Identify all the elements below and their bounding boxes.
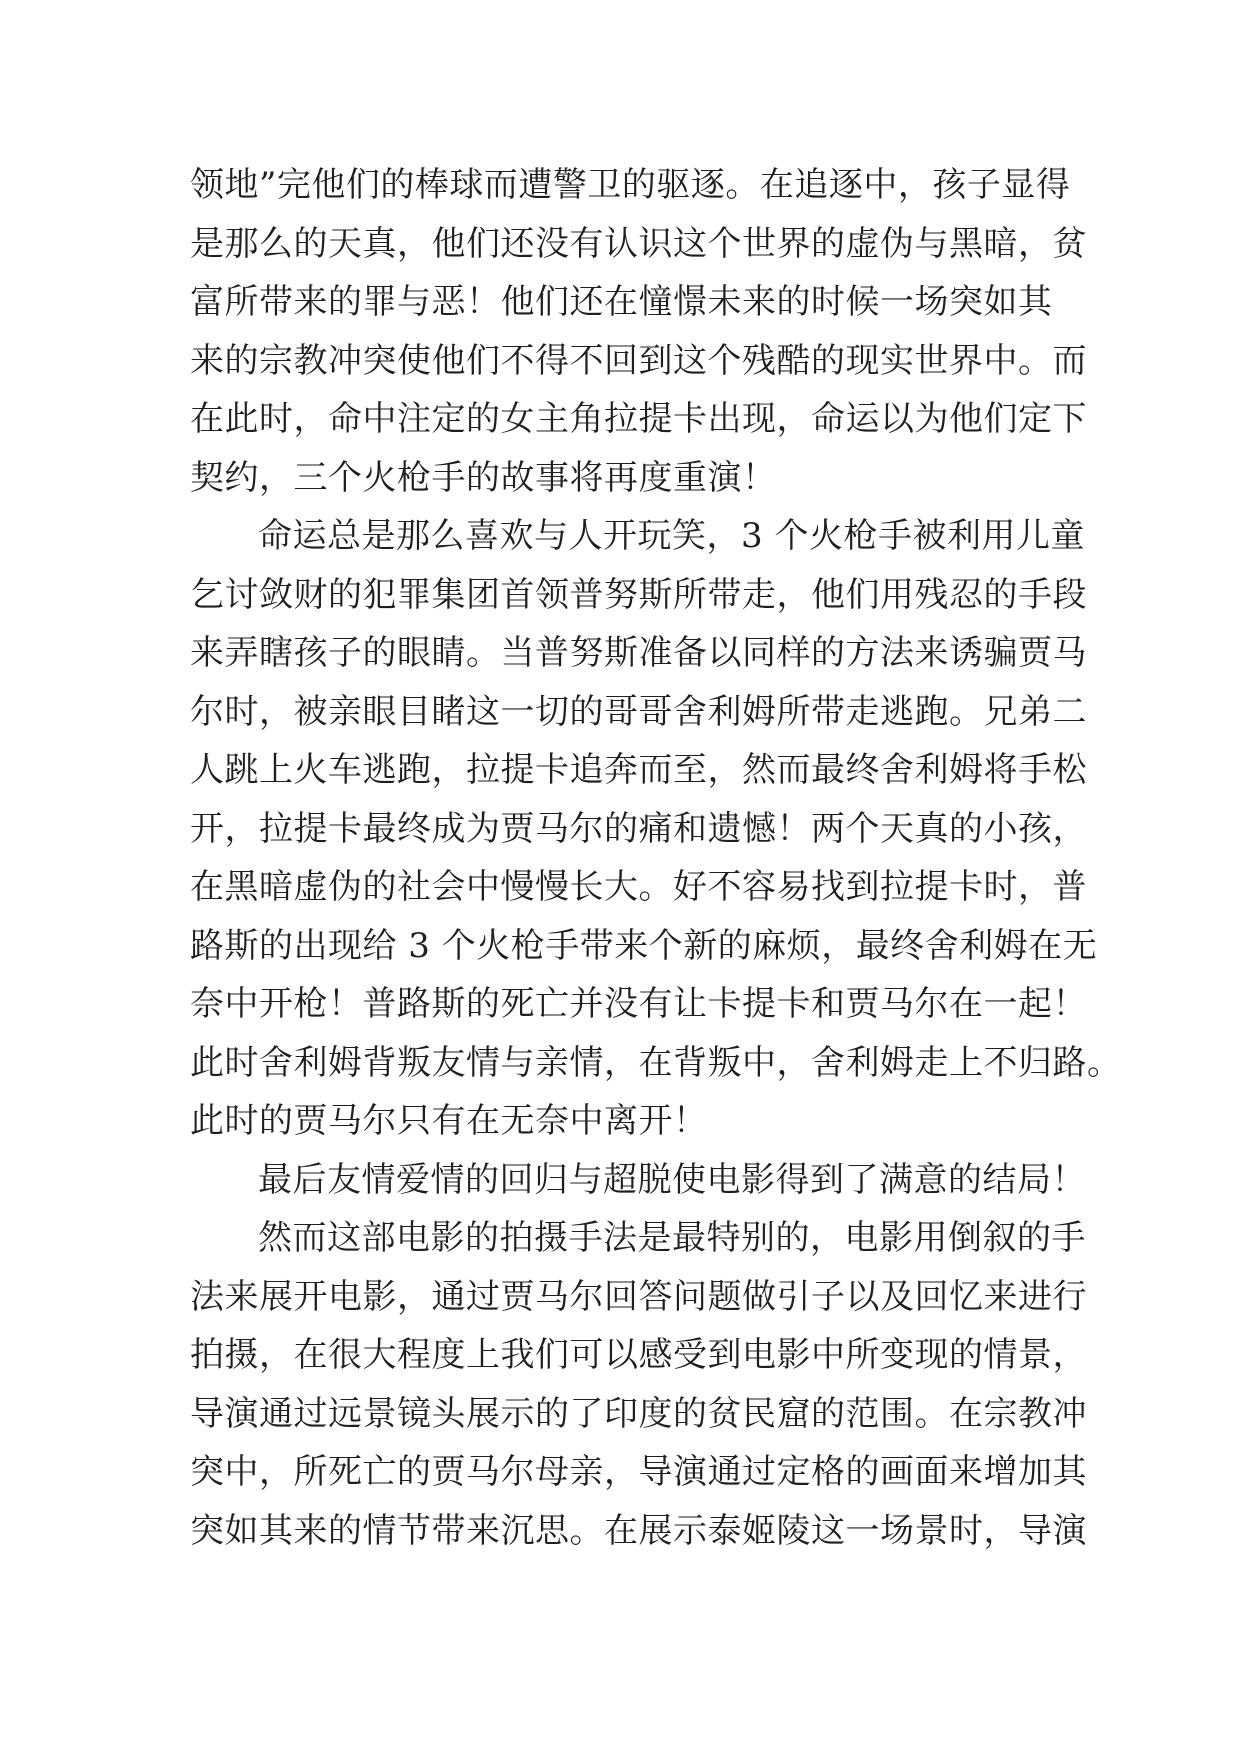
- text-line: 突如其来的情节带来沉思。在展示泰姬陵这一场景时，导演: [190, 1510, 1087, 1551]
- text-line: 法来展开电影，通过贾马尔回答问题做引子以及回忆来进行: [190, 1276, 1087, 1317]
- text-line: 是那么的天真，他们还没有认识这个世界的虚伪与黑暗，贫: [190, 223, 1087, 264]
- text-line: 开，拉提卡最终成为贾马尔的痛和遗憾！两个天真的小孩，: [190, 808, 1087, 849]
- text-line: 领地”完他们的棒球而遭警卫的驱逐。在追逐中，孩子显得: [190, 165, 1071, 205]
- text-line: 最后友情爱情的回归与超脱使电影得到了满意的结局！: [258, 1159, 1086, 1200]
- text-line: 在黑暗虚伪的社会中慢慢长大。好不容易找到拉提卡时，普: [190, 867, 1087, 907]
- text-line: 此时舍利姆背叛友情与亲情，在背叛中，舍利姆走上不归路。: [190, 1042, 1122, 1083]
- text-line: 来弄瞎孩子的眼睛。当普努斯准备以同样的方法来诱骗贾马: [190, 633, 1087, 673]
- text-line: 拍摄，在很大程度上我们可以感受到电影中所变现的情景，: [190, 1335, 1087, 1375]
- text-line: 在此时，命中注定的女主角拉提卡出现，命运以为他们定下: [190, 399, 1087, 439]
- text-line: 导演通过远景镜头展示的了印度的贫民窟的范围。在宗教冲: [190, 1393, 1087, 1434]
- text-line: 然而这部电影的拍摄手法是最特别的，电影用倒叙的手: [258, 1218, 1086, 1258]
- text-line: 此时的贾马尔只有在无奈中离开！: [190, 1101, 708, 1141]
- text-line: 突中，所死亡的贾马尔母亲，导演通过定格的画面来增加其: [190, 1452, 1087, 1492]
- text-line: 尔时，被亲眼目睹这一切的哥哥舍利姆所带走逃跑。兄弟二: [190, 691, 1087, 732]
- text-line: 富所带来的罪与恶！他们还在憧憬未来的时候一场突如其: [190, 282, 1053, 322]
- text-line: 路斯的出现给 3 个火枪手带来个新的麻烦，最终舍利姆在无: [190, 925, 1098, 966]
- text-line: 奈中开枪！普路斯的死亡并没有让卡提卡和贾马尔在一起！: [190, 984, 1087, 1024]
- text-line: 乞讨敛财的犯罪集团首领普努斯所带走，他们用残忍的手段: [190, 574, 1087, 615]
- text-line: 契约，三个火枪手的故事将再度重演！: [190, 457, 777, 498]
- text-line: 人跳上火车逃跑，拉提卡追奔而至，然而最终舍利姆将手松: [190, 750, 1087, 790]
- body-text: [190, 156, 1122, 1560]
- text-line: 命运总是那么喜欢与人开玩笑，3 个火枪手被利用儿童: [258, 516, 1085, 556]
- text-line: 来的宗教冲突使他们不得不回到这个残酷的现实世界中。而: [190, 340, 1087, 381]
